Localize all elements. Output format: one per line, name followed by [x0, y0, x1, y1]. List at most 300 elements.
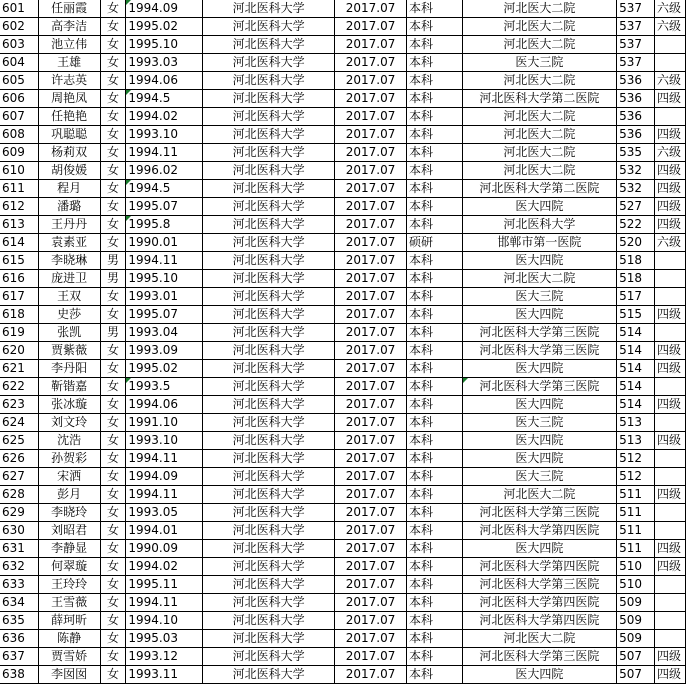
- graduation-date-cell[interactable]: 2017.07: [335, 180, 407, 198]
- degree-cell[interactable]: 本科: [406, 216, 462, 234]
- degree-cell[interactable]: 本科: [406, 540, 462, 558]
- sex-cell[interactable]: 女: [100, 612, 126, 630]
- birth-date-cell[interactable]: 1994.06: [126, 396, 203, 414]
- score-cell[interactable]: 527: [617, 198, 655, 216]
- degree-cell[interactable]: 本科: [406, 288, 462, 306]
- score-cell[interactable]: 537: [617, 18, 655, 36]
- graduation-date-cell[interactable]: 2017.07: [335, 144, 407, 162]
- hospital-cell[interactable]: 河北医科大学第三医院: [462, 576, 617, 594]
- hospital-cell[interactable]: 医大三院: [462, 414, 617, 432]
- score-cell[interactable]: 537: [617, 54, 655, 72]
- row-index-cell[interactable]: 638: [0, 666, 38, 684]
- school-cell[interactable]: 河北医科大学: [203, 666, 335, 684]
- birth-date-cell[interactable]: 1994.5: [126, 90, 203, 108]
- graduation-date-cell[interactable]: 2017.07: [335, 378, 407, 396]
- english-level-cell[interactable]: [654, 324, 685, 342]
- school-cell[interactable]: 河北医科大学: [203, 468, 335, 486]
- hospital-cell[interactable]: 河北医科大学第三医院: [462, 378, 617, 396]
- hospital-cell[interactable]: 河北医大二院: [462, 486, 617, 504]
- row-index-cell[interactable]: 629: [0, 504, 38, 522]
- birth-date-cell[interactable]: 1994.10: [126, 612, 203, 630]
- birth-date-cell[interactable]: 1993.03: [126, 54, 203, 72]
- birth-date-cell[interactable]: 1995.07: [126, 306, 203, 324]
- degree-cell[interactable]: 本科: [406, 522, 462, 540]
- english-level-cell[interactable]: [654, 108, 685, 126]
- english-level-cell[interactable]: [654, 36, 685, 54]
- english-level-cell[interactable]: [654, 54, 685, 72]
- sex-cell[interactable]: 男: [100, 270, 126, 288]
- school-cell[interactable]: 河北医科大学: [203, 630, 335, 648]
- graduation-date-cell[interactable]: 2017.07: [335, 18, 407, 36]
- school-cell[interactable]: 河北医科大学: [203, 18, 335, 36]
- graduation-date-cell[interactable]: 2017.07: [335, 558, 407, 576]
- name-cell[interactable]: 任艳艳: [38, 108, 100, 126]
- sex-cell[interactable]: 女: [100, 306, 126, 324]
- english-level-cell[interactable]: [654, 612, 685, 630]
- school-cell[interactable]: 河北医科大学: [203, 486, 335, 504]
- sex-cell[interactable]: 女: [100, 486, 126, 504]
- degree-cell[interactable]: 本科: [406, 630, 462, 648]
- degree-cell[interactable]: 本科: [406, 486, 462, 504]
- score-cell[interactable]: 537: [617, 36, 655, 54]
- graduation-date-cell[interactable]: 2017.07: [335, 630, 407, 648]
- english-level-cell[interactable]: [654, 504, 685, 522]
- english-level-cell[interactable]: 四级: [654, 540, 685, 558]
- sex-cell[interactable]: 女: [100, 0, 126, 18]
- school-cell[interactable]: 河北医科大学: [203, 450, 335, 468]
- sex-cell[interactable]: 女: [100, 108, 126, 126]
- row-index-cell[interactable]: 611: [0, 180, 38, 198]
- birth-date-cell[interactable]: 1995.03: [126, 630, 203, 648]
- sex-cell[interactable]: 女: [100, 450, 126, 468]
- row-index-cell[interactable]: 610: [0, 162, 38, 180]
- name-cell[interactable]: 庞进卫: [38, 270, 100, 288]
- school-cell[interactable]: 河北医科大学: [203, 180, 335, 198]
- graduation-date-cell[interactable]: 2017.07: [335, 252, 407, 270]
- score-cell[interactable]: 507: [617, 666, 655, 684]
- graduation-date-cell[interactable]: 2017.07: [335, 36, 407, 54]
- school-cell[interactable]: 河北医科大学: [203, 198, 335, 216]
- english-level-cell[interactable]: [654, 288, 685, 306]
- graduation-date-cell[interactable]: 2017.07: [335, 666, 407, 684]
- school-cell[interactable]: 河北医科大学: [203, 504, 335, 522]
- hospital-cell[interactable]: 医大四院: [462, 450, 617, 468]
- graduation-date-cell[interactable]: 2017.07: [335, 324, 407, 342]
- row-index-cell[interactable]: 605: [0, 72, 38, 90]
- sex-cell[interactable]: 女: [100, 198, 126, 216]
- row-index-cell[interactable]: 632: [0, 558, 38, 576]
- birth-date-cell[interactable]: 1994.11: [126, 144, 203, 162]
- birth-date-cell[interactable]: 1994.02: [126, 558, 203, 576]
- degree-cell[interactable]: 本科: [406, 648, 462, 666]
- name-cell[interactable]: 李丹阳: [38, 360, 100, 378]
- row-index-cell[interactable]: 622: [0, 378, 38, 396]
- degree-cell[interactable]: 本科: [406, 450, 462, 468]
- degree-cell[interactable]: 本科: [406, 468, 462, 486]
- school-cell[interactable]: 河北医科大学: [203, 414, 335, 432]
- graduation-date-cell[interactable]: 2017.07: [335, 414, 407, 432]
- school-cell[interactable]: 河北医科大学: [203, 396, 335, 414]
- degree-cell[interactable]: 本科: [406, 90, 462, 108]
- school-cell[interactable]: 河北医科大学: [203, 594, 335, 612]
- name-cell[interactable]: 王双: [38, 288, 100, 306]
- score-cell[interactable]: 509: [617, 594, 655, 612]
- name-cell[interactable]: 孙贺彩: [38, 450, 100, 468]
- graduation-date-cell[interactable]: 2017.07: [335, 486, 407, 504]
- school-cell[interactable]: 河北医科大学: [203, 306, 335, 324]
- score-cell[interactable]: 537: [617, 0, 655, 18]
- degree-cell[interactable]: 本科: [406, 180, 462, 198]
- score-cell[interactable]: 509: [617, 612, 655, 630]
- sex-cell[interactable]: 女: [100, 180, 126, 198]
- hospital-cell[interactable]: 河北医科大学第四医院: [462, 612, 617, 630]
- graduation-date-cell[interactable]: 2017.07: [335, 522, 407, 540]
- sex-cell[interactable]: 女: [100, 378, 126, 396]
- english-level-cell[interactable]: 四级: [654, 198, 685, 216]
- row-index-cell[interactable]: 634: [0, 594, 38, 612]
- name-cell[interactable]: 池立伟: [38, 36, 100, 54]
- english-level-cell[interactable]: 四级: [654, 162, 685, 180]
- name-cell[interactable]: 李囡囡: [38, 666, 100, 684]
- score-cell[interactable]: 511: [617, 486, 655, 504]
- hospital-cell[interactable]: 医大四院: [462, 432, 617, 450]
- school-cell[interactable]: 河北医科大学: [203, 54, 335, 72]
- degree-cell[interactable]: 硕研: [406, 234, 462, 252]
- degree-cell[interactable]: 本科: [406, 36, 462, 54]
- score-cell[interactable]: 514: [617, 324, 655, 342]
- name-cell[interactable]: 薛珂昕: [38, 612, 100, 630]
- score-cell[interactable]: 512: [617, 468, 655, 486]
- row-index-cell[interactable]: 601: [0, 0, 38, 18]
- english-level-cell[interactable]: 四级: [654, 666, 685, 684]
- score-cell[interactable]: 511: [617, 540, 655, 558]
- row-index-cell[interactable]: 630: [0, 522, 38, 540]
- score-cell[interactable]: 509: [617, 630, 655, 648]
- birth-date-cell[interactable]: 1990.09: [126, 540, 203, 558]
- english-level-cell[interactable]: 四级: [654, 648, 685, 666]
- sex-cell[interactable]: 男: [100, 324, 126, 342]
- row-index-cell[interactable]: 609: [0, 144, 38, 162]
- hospital-cell[interactable]: 河北医科大学第三医院: [462, 648, 617, 666]
- degree-cell[interactable]: 本科: [406, 576, 462, 594]
- degree-cell[interactable]: 本科: [406, 396, 462, 414]
- name-cell[interactable]: 李静显: [38, 540, 100, 558]
- score-cell[interactable]: 517: [617, 288, 655, 306]
- birth-date-cell[interactable]: 1993.12: [126, 648, 203, 666]
- degree-cell[interactable]: 本科: [406, 666, 462, 684]
- birth-date-cell[interactable]: 1995.8: [126, 216, 203, 234]
- graduation-date-cell[interactable]: 2017.07: [335, 468, 407, 486]
- sex-cell[interactable]: 女: [100, 648, 126, 666]
- school-cell[interactable]: 河北医科大学: [203, 36, 335, 54]
- name-cell[interactable]: 高李洁: [38, 18, 100, 36]
- degree-cell[interactable]: 本科: [406, 18, 462, 36]
- english-level-cell[interactable]: 四级: [654, 180, 685, 198]
- birth-date-cell[interactable]: 1993.5: [126, 378, 203, 396]
- english-level-cell[interactable]: 六级: [654, 72, 685, 90]
- score-cell[interactable]: 515: [617, 306, 655, 324]
- graduation-date-cell[interactable]: 2017.07: [335, 648, 407, 666]
- sex-cell[interactable]: 女: [100, 342, 126, 360]
- english-level-cell[interactable]: [654, 270, 685, 288]
- school-cell[interactable]: 河北医科大学: [203, 324, 335, 342]
- sex-cell[interactable]: 女: [100, 234, 126, 252]
- english-level-cell[interactable]: [654, 252, 685, 270]
- birth-date-cell[interactable]: 1994.11: [126, 252, 203, 270]
- degree-cell[interactable]: 本科: [406, 198, 462, 216]
- school-cell[interactable]: 河北医科大学: [203, 612, 335, 630]
- name-cell[interactable]: 宋洒: [38, 468, 100, 486]
- degree-cell[interactable]: 本科: [406, 144, 462, 162]
- row-index-cell[interactable]: 636: [0, 630, 38, 648]
- sex-cell[interactable]: 女: [100, 558, 126, 576]
- score-cell[interactable]: 514: [617, 378, 655, 396]
- name-cell[interactable]: 任丽霞: [38, 0, 100, 18]
- row-index-cell[interactable]: 633: [0, 576, 38, 594]
- hospital-cell[interactable]: 医大四院: [462, 396, 617, 414]
- degree-cell[interactable]: 本科: [406, 162, 462, 180]
- birth-date-cell[interactable]: 1994.01: [126, 522, 203, 540]
- sex-cell[interactable]: 女: [100, 54, 126, 72]
- graduation-date-cell[interactable]: 2017.07: [335, 108, 407, 126]
- score-cell[interactable]: 532: [617, 162, 655, 180]
- birth-date-cell[interactable]: 1995.11: [126, 576, 203, 594]
- birth-date-cell[interactable]: 1995.10: [126, 270, 203, 288]
- sex-cell[interactable]: 男: [100, 252, 126, 270]
- school-cell[interactable]: 河北医科大学: [203, 108, 335, 126]
- sex-cell[interactable]: 女: [100, 162, 126, 180]
- score-cell[interactable]: 536: [617, 126, 655, 144]
- hospital-cell[interactable]: 河北医科大学第四医院: [462, 594, 617, 612]
- score-cell[interactable]: 520: [617, 234, 655, 252]
- sex-cell[interactable]: 女: [100, 90, 126, 108]
- row-index-cell[interactable]: 620: [0, 342, 38, 360]
- hospital-cell[interactable]: 医大四院: [462, 198, 617, 216]
- name-cell[interactable]: 周艳凤: [38, 90, 100, 108]
- score-cell[interactable]: 522: [617, 216, 655, 234]
- row-index-cell[interactable]: 627: [0, 468, 38, 486]
- name-cell[interactable]: 张凯: [38, 324, 100, 342]
- score-cell[interactable]: 511: [617, 522, 655, 540]
- name-cell[interactable]: 程月: [38, 180, 100, 198]
- graduation-date-cell[interactable]: 2017.07: [335, 450, 407, 468]
- degree-cell[interactable]: 本科: [406, 612, 462, 630]
- graduation-date-cell[interactable]: 2017.07: [335, 504, 407, 522]
- degree-cell[interactable]: 本科: [406, 558, 462, 576]
- row-index-cell[interactable]: 618: [0, 306, 38, 324]
- row-index-cell[interactable]: 616: [0, 270, 38, 288]
- graduation-date-cell[interactable]: 2017.07: [335, 234, 407, 252]
- graduation-date-cell[interactable]: 2017.07: [335, 198, 407, 216]
- score-cell[interactable]: 518: [617, 252, 655, 270]
- degree-cell[interactable]: 本科: [406, 270, 462, 288]
- degree-cell[interactable]: 本科: [406, 126, 462, 144]
- graduation-date-cell[interactable]: 2017.07: [335, 54, 407, 72]
- sex-cell[interactable]: 女: [100, 540, 126, 558]
- name-cell[interactable]: 史莎: [38, 306, 100, 324]
- sex-cell[interactable]: 女: [100, 126, 126, 144]
- degree-cell[interactable]: 本科: [406, 360, 462, 378]
- degree-cell[interactable]: 本科: [406, 432, 462, 450]
- name-cell[interactable]: 贾紫薇: [38, 342, 100, 360]
- row-index-cell[interactable]: 614: [0, 234, 38, 252]
- hospital-cell[interactable]: 医大四院: [462, 360, 617, 378]
- row-index-cell[interactable]: 635: [0, 612, 38, 630]
- sex-cell[interactable]: 女: [100, 288, 126, 306]
- english-level-cell[interactable]: [654, 414, 685, 432]
- hospital-cell[interactable]: 邯郸市第一医院: [462, 234, 617, 252]
- row-index-cell[interactable]: 619: [0, 324, 38, 342]
- birth-date-cell[interactable]: 1993.10: [126, 126, 203, 144]
- degree-cell[interactable]: 本科: [406, 594, 462, 612]
- sex-cell[interactable]: 女: [100, 396, 126, 414]
- degree-cell[interactable]: 本科: [406, 252, 462, 270]
- english-level-cell[interactable]: 四级: [654, 90, 685, 108]
- graduation-date-cell[interactable]: 2017.07: [335, 540, 407, 558]
- birth-date-cell[interactable]: 1990.01: [126, 234, 203, 252]
- school-cell[interactable]: 河北医科大学: [203, 90, 335, 108]
- english-level-cell[interactable]: 四级: [654, 486, 685, 504]
- school-cell[interactable]: 河北医科大学: [203, 234, 335, 252]
- english-level-cell[interactable]: 六级: [654, 0, 685, 18]
- school-cell[interactable]: 河北医科大学: [203, 288, 335, 306]
- score-cell[interactable]: 510: [617, 558, 655, 576]
- name-cell[interactable]: 李晓玲: [38, 504, 100, 522]
- graduation-date-cell[interactable]: 2017.07: [335, 90, 407, 108]
- school-cell[interactable]: 河北医科大学: [203, 648, 335, 666]
- sex-cell[interactable]: 女: [100, 468, 126, 486]
- sex-cell[interactable]: 女: [100, 216, 126, 234]
- school-cell[interactable]: 河北医科大学: [203, 540, 335, 558]
- row-index-cell[interactable]: 612: [0, 198, 38, 216]
- hospital-cell[interactable]: 医大三院: [462, 288, 617, 306]
- name-cell[interactable]: 许志英: [38, 72, 100, 90]
- english-level-cell[interactable]: [654, 594, 685, 612]
- birth-date-cell[interactable]: 1995.10: [126, 36, 203, 54]
- english-level-cell[interactable]: [654, 468, 685, 486]
- name-cell[interactable]: 王丹丹: [38, 216, 100, 234]
- school-cell[interactable]: 河北医科大学: [203, 162, 335, 180]
- graduation-date-cell[interactable]: 2017.07: [335, 306, 407, 324]
- degree-cell[interactable]: 本科: [406, 342, 462, 360]
- score-cell[interactable]: 536: [617, 72, 655, 90]
- row-index-cell[interactable]: 628: [0, 486, 38, 504]
- birth-date-cell[interactable]: 1993.05: [126, 504, 203, 522]
- graduation-date-cell[interactable]: 2017.07: [335, 432, 407, 450]
- hospital-cell[interactable]: 河北医大二院: [462, 162, 617, 180]
- english-level-cell[interactable]: 四级: [654, 306, 685, 324]
- english-level-cell[interactable]: [654, 576, 685, 594]
- row-index-cell[interactable]: 607: [0, 108, 38, 126]
- sex-cell[interactable]: 女: [100, 504, 126, 522]
- graduation-date-cell[interactable]: 2017.07: [335, 0, 407, 18]
- birth-date-cell[interactable]: 1996.02: [126, 162, 203, 180]
- name-cell[interactable]: 巩聪聪: [38, 126, 100, 144]
- hospital-cell[interactable]: 河北医大二院: [462, 72, 617, 90]
- row-index-cell[interactable]: 617: [0, 288, 38, 306]
- birth-date-cell[interactable]: 1994.11: [126, 450, 203, 468]
- english-level-cell[interactable]: [654, 450, 685, 468]
- name-cell[interactable]: 王雄: [38, 54, 100, 72]
- birth-date-cell[interactable]: 1993.04: [126, 324, 203, 342]
- score-cell[interactable]: 510: [617, 576, 655, 594]
- school-cell[interactable]: 河北医科大学: [203, 360, 335, 378]
- name-cell[interactable]: 王玲玲: [38, 576, 100, 594]
- name-cell[interactable]: 李晓琳: [38, 252, 100, 270]
- sex-cell[interactable]: 女: [100, 36, 126, 54]
- degree-cell[interactable]: 本科: [406, 306, 462, 324]
- name-cell[interactable]: 靳锴嘉: [38, 378, 100, 396]
- row-index-cell[interactable]: 608: [0, 126, 38, 144]
- school-cell[interactable]: 河北医科大学: [203, 216, 335, 234]
- birth-date-cell[interactable]: 1994.09: [126, 468, 203, 486]
- english-level-cell[interactable]: [654, 378, 685, 396]
- hospital-cell[interactable]: 河北医大二院: [462, 630, 617, 648]
- birth-date-cell[interactable]: 1993.10: [126, 432, 203, 450]
- name-cell[interactable]: 沈浩: [38, 432, 100, 450]
- score-cell[interactable]: 511: [617, 504, 655, 522]
- birth-date-cell[interactable]: 1991.10: [126, 414, 203, 432]
- score-cell[interactable]: 507: [617, 648, 655, 666]
- score-cell[interactable]: 514: [617, 360, 655, 378]
- degree-cell[interactable]: 本科: [406, 324, 462, 342]
- birth-date-cell[interactable]: 1995.07: [126, 198, 203, 216]
- hospital-cell[interactable]: 医大四院: [462, 666, 617, 684]
- hospital-cell[interactable]: 医大三院: [462, 468, 617, 486]
- graduation-date-cell[interactable]: 2017.07: [335, 288, 407, 306]
- sex-cell[interactable]: 女: [100, 666, 126, 684]
- graduation-date-cell[interactable]: 2017.07: [335, 72, 407, 90]
- birth-date-cell[interactable]: 1994.09: [126, 0, 203, 18]
- sex-cell[interactable]: 女: [100, 432, 126, 450]
- hospital-cell[interactable]: 河北医科大学: [462, 216, 617, 234]
- sex-cell[interactable]: 女: [100, 360, 126, 378]
- row-index-cell[interactable]: 637: [0, 648, 38, 666]
- name-cell[interactable]: 何翠璇: [38, 558, 100, 576]
- hospital-cell[interactable]: 河北医科大学第二医院: [462, 90, 617, 108]
- row-index-cell[interactable]: 631: [0, 540, 38, 558]
- graduation-date-cell[interactable]: 2017.07: [335, 270, 407, 288]
- hospital-cell[interactable]: 河北医大二院: [462, 18, 617, 36]
- row-index-cell[interactable]: 604: [0, 54, 38, 72]
- sex-cell[interactable]: 女: [100, 576, 126, 594]
- score-cell[interactable]: 536: [617, 108, 655, 126]
- hospital-cell[interactable]: 医大四院: [462, 252, 617, 270]
- graduation-date-cell[interactable]: 2017.07: [335, 162, 407, 180]
- sex-cell[interactable]: 女: [100, 522, 126, 540]
- score-cell[interactable]: 514: [617, 396, 655, 414]
- birth-date-cell[interactable]: 1995.02: [126, 360, 203, 378]
- row-index-cell[interactable]: 626: [0, 450, 38, 468]
- school-cell[interactable]: 河北医科大学: [203, 270, 335, 288]
- name-cell[interactable]: 贾雪娇: [38, 648, 100, 666]
- school-cell[interactable]: 河北医科大学: [203, 378, 335, 396]
- degree-cell[interactable]: 本科: [406, 504, 462, 522]
- birth-date-cell[interactable]: 1994.11: [126, 594, 203, 612]
- birth-date-cell[interactable]: 1994.02: [126, 108, 203, 126]
- hospital-cell[interactable]: 河北医大二院: [462, 270, 617, 288]
- hospital-cell[interactable]: 河北医科大学第三医院: [462, 324, 617, 342]
- school-cell[interactable]: 河北医科大学: [203, 558, 335, 576]
- school-cell[interactable]: 河北医科大学: [203, 0, 335, 18]
- english-level-cell[interactable]: 六级: [654, 18, 685, 36]
- name-cell[interactable]: 袁素亚: [38, 234, 100, 252]
- graduation-date-cell[interactable]: 2017.07: [335, 612, 407, 630]
- name-cell[interactable]: 张冰璇: [38, 396, 100, 414]
- name-cell[interactable]: 陈静: [38, 630, 100, 648]
- school-cell[interactable]: 河北医科大学: [203, 126, 335, 144]
- hospital-cell[interactable]: 医大四院: [462, 306, 617, 324]
